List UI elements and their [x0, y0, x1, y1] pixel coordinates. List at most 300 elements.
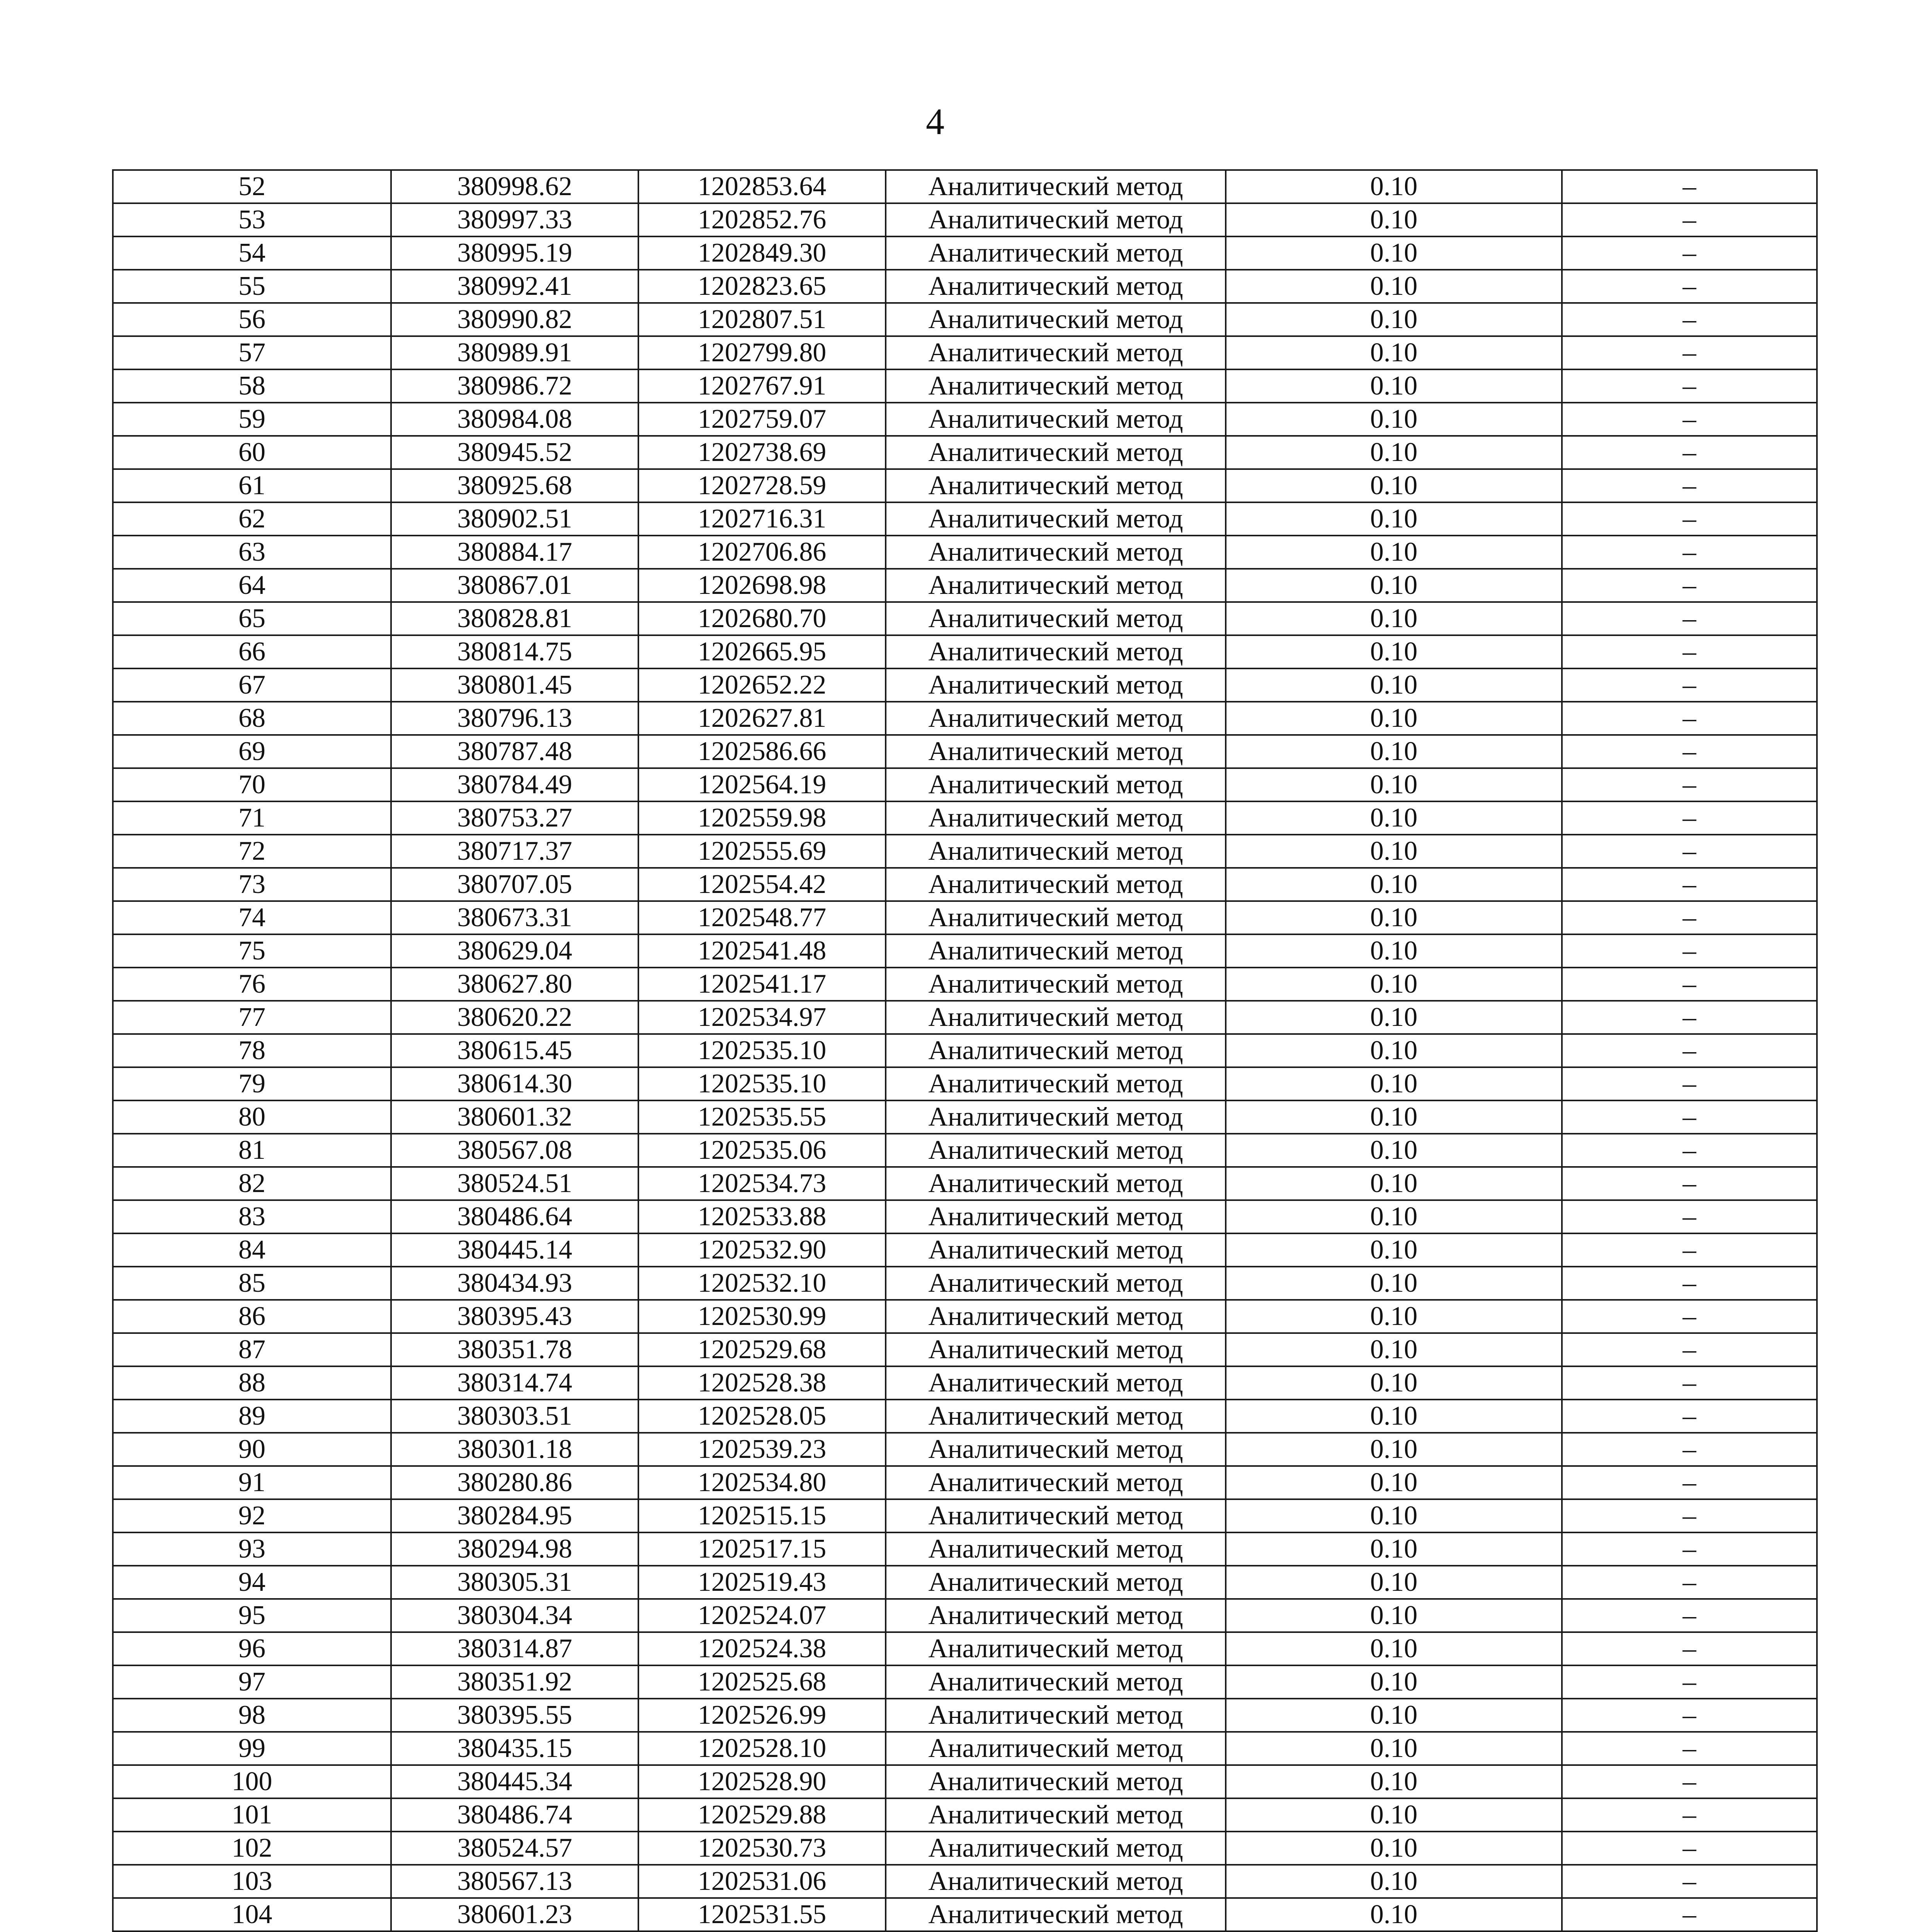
y-coordinate-cell: 1202627.81 — [638, 702, 886, 735]
point-number-cell: 68 — [113, 702, 391, 735]
note-cell: – — [1562, 1333, 1817, 1366]
note-cell: – — [1562, 1400, 1817, 1433]
precision-cell: 0.10 — [1226, 1566, 1562, 1599]
x-coordinate-cell: 380707.05 — [391, 868, 638, 901]
x-coordinate-cell: 380796.13 — [391, 702, 638, 735]
method-cell: Аналитический метод — [886, 1699, 1226, 1732]
y-coordinate-cell: 1202529.88 — [638, 1798, 886, 1832]
table-row — [113, 1898, 1817, 1931]
precision-cell: 0.10 — [1226, 702, 1562, 735]
method-cell: Аналитический метод — [886, 702, 1226, 735]
y-coordinate-cell: 1202529.68 — [638, 1333, 886, 1366]
table-row — [113, 270, 1817, 303]
y-coordinate-cell: 1202807.51 — [638, 303, 886, 336]
method-cell: Аналитический метод — [886, 1366, 1226, 1400]
point-number-cell: 63 — [113, 536, 391, 569]
y-coordinate-cell: 1202534.80 — [638, 1466, 886, 1499]
table-row — [113, 702, 1817, 735]
y-coordinate-cell: 1202528.05 — [638, 1400, 886, 1433]
method-cell: Аналитический метод — [886, 236, 1226, 270]
x-coordinate-cell: 380445.14 — [391, 1233, 638, 1267]
method-cell: Аналитический метод — [886, 569, 1226, 602]
table-row — [113, 934, 1817, 968]
table-row — [113, 1100, 1817, 1134]
precision-cell: 0.10 — [1226, 1134, 1562, 1167]
precision-cell: 0.10 — [1226, 270, 1562, 303]
note-cell: – — [1562, 1267, 1817, 1300]
table-row — [113, 801, 1817, 835]
method-cell: Аналитический метод — [886, 1200, 1226, 1233]
table-row — [113, 1167, 1817, 1200]
x-coordinate-cell: 380884.17 — [391, 536, 638, 569]
note-cell: – — [1562, 203, 1817, 236]
table-row — [113, 203, 1817, 236]
note-cell: – — [1562, 336, 1817, 369]
point-number-cell: 62 — [113, 502, 391, 536]
precision-cell: 0.10 — [1226, 1466, 1562, 1499]
y-coordinate-cell: 1202532.10 — [638, 1267, 886, 1300]
method-cell: Аналитический метод — [886, 735, 1226, 768]
note-cell: – — [1562, 602, 1817, 635]
x-coordinate-cell: 380801.45 — [391, 668, 638, 702]
y-coordinate-cell: 1202706.86 — [638, 536, 886, 569]
note-cell: – — [1562, 236, 1817, 270]
method-cell: Аналитический метод — [886, 835, 1226, 868]
method-cell: Аналитический метод — [886, 768, 1226, 801]
point-number-cell: 59 — [113, 403, 391, 436]
point-number-cell: 90 — [113, 1433, 391, 1466]
table-row — [113, 1632, 1817, 1665]
precision-cell: 0.10 — [1226, 835, 1562, 868]
note-cell: – — [1562, 170, 1817, 203]
point-number-cell: 99 — [113, 1732, 391, 1765]
x-coordinate-cell: 380524.51 — [391, 1167, 638, 1200]
y-coordinate-cell: 1202524.07 — [638, 1599, 886, 1632]
x-coordinate-cell: 380305.31 — [391, 1566, 638, 1599]
x-coordinate-cell: 380303.51 — [391, 1400, 638, 1433]
point-number-cell: 72 — [113, 835, 391, 868]
note-cell: – — [1562, 1832, 1817, 1865]
note-cell: – — [1562, 702, 1817, 735]
table-row — [113, 1699, 1817, 1732]
precision-cell: 0.10 — [1226, 1233, 1562, 1267]
method-cell: Аналитический метод — [886, 1599, 1226, 1632]
note-cell: – — [1562, 569, 1817, 602]
y-coordinate-cell: 1202665.95 — [638, 635, 886, 668]
point-number-cell: 66 — [113, 635, 391, 668]
point-number-cell: 89 — [113, 1400, 391, 1433]
y-coordinate-cell: 1202564.19 — [638, 768, 886, 801]
table-row — [113, 1067, 1817, 1100]
x-coordinate-cell: 380294.98 — [391, 1532, 638, 1566]
table-row — [113, 1034, 1817, 1067]
point-number-cell: 53 — [113, 203, 391, 236]
precision-cell: 0.10 — [1226, 1832, 1562, 1865]
table-row — [113, 369, 1817, 403]
precision-cell: 0.10 — [1226, 170, 1562, 203]
x-coordinate-cell: 380902.51 — [391, 502, 638, 536]
point-number-cell: 82 — [113, 1167, 391, 1200]
precision-cell: 0.10 — [1226, 1300, 1562, 1333]
x-coordinate-cell: 380925.68 — [391, 469, 638, 502]
precision-cell: 0.10 — [1226, 1865, 1562, 1898]
y-coordinate-cell: 1202531.06 — [638, 1865, 886, 1898]
table-row — [113, 735, 1817, 768]
table-row — [113, 502, 1817, 536]
table-row — [113, 436, 1817, 469]
method-cell: Аналитический метод — [886, 1134, 1226, 1167]
point-number-cell: 78 — [113, 1034, 391, 1067]
point-number-cell: 54 — [113, 236, 391, 270]
precision-cell: 0.10 — [1226, 1898, 1562, 1931]
table-row — [113, 1532, 1817, 1566]
method-cell: Аналитический метод — [886, 1532, 1226, 1566]
page-number: 4 — [926, 101, 944, 142]
note-cell: – — [1562, 502, 1817, 536]
method-cell: Аналитический метод — [886, 170, 1226, 203]
method-cell: Аналитический метод — [886, 1300, 1226, 1333]
x-coordinate-cell: 380280.86 — [391, 1466, 638, 1499]
note-cell: – — [1562, 1566, 1817, 1599]
note-cell: – — [1562, 1167, 1817, 1200]
point-number-cell: 58 — [113, 369, 391, 403]
method-cell: Аналитический метод — [886, 1798, 1226, 1832]
precision-cell: 0.10 — [1226, 369, 1562, 403]
y-coordinate-cell: 1202541.17 — [638, 968, 886, 1001]
x-coordinate-cell: 380435.15 — [391, 1732, 638, 1765]
y-coordinate-cell: 1202539.23 — [638, 1433, 886, 1466]
note-cell: – — [1562, 735, 1817, 768]
x-coordinate-cell: 380314.87 — [391, 1632, 638, 1665]
y-coordinate-cell: 1202535.06 — [638, 1134, 886, 1167]
table-row — [113, 303, 1817, 336]
precision-cell: 0.10 — [1226, 768, 1562, 801]
table-row — [113, 835, 1817, 868]
table-row — [113, 1665, 1817, 1699]
point-number-cell: 92 — [113, 1499, 391, 1532]
note-cell: – — [1562, 1865, 1817, 1898]
table-row — [113, 1433, 1817, 1466]
method-cell: Аналитический метод — [886, 369, 1226, 403]
point-number-cell: 95 — [113, 1599, 391, 1632]
method-cell: Аналитический метод — [886, 1433, 1226, 1466]
x-coordinate-cell: 380351.78 — [391, 1333, 638, 1366]
y-coordinate-cell: 1202759.07 — [638, 403, 886, 436]
table-row — [113, 1599, 1817, 1632]
y-coordinate-cell: 1202680.70 — [638, 602, 886, 635]
note-cell: – — [1562, 635, 1817, 668]
method-cell: Аналитический метод — [886, 901, 1226, 934]
note-cell: – — [1562, 1001, 1817, 1034]
method-cell: Аналитический метод — [886, 270, 1226, 303]
precision-cell: 0.10 — [1226, 602, 1562, 635]
precision-cell: 0.10 — [1226, 303, 1562, 336]
y-coordinate-cell: 1202555.69 — [638, 835, 886, 868]
table-row — [113, 868, 1817, 901]
table-row — [113, 1366, 1817, 1400]
note-cell: – — [1562, 1765, 1817, 1798]
note-cell: – — [1562, 901, 1817, 934]
x-coordinate-cell: 380989.91 — [391, 336, 638, 369]
point-number-cell: 93 — [113, 1532, 391, 1566]
precision-cell: 0.10 — [1226, 1366, 1562, 1400]
method-cell: Аналитический метод — [886, 1732, 1226, 1765]
y-coordinate-cell: 1202535.10 — [638, 1067, 886, 1100]
point-number-cell: 79 — [113, 1067, 391, 1100]
note-cell: – — [1562, 835, 1817, 868]
table-row — [113, 635, 1817, 668]
note-cell: – — [1562, 1100, 1817, 1134]
note-cell: – — [1562, 1466, 1817, 1499]
method-cell: Аналитический метод — [886, 1499, 1226, 1532]
x-coordinate-cell: 380301.18 — [391, 1433, 638, 1466]
x-coordinate-cell: 380614.30 — [391, 1067, 638, 1100]
method-cell: Аналитический метод — [886, 1865, 1226, 1898]
method-cell: Аналитический метод — [886, 668, 1226, 702]
point-number-cell: 104 — [113, 1898, 391, 1931]
method-cell: Аналитический метод — [886, 1233, 1226, 1267]
point-number-cell: 102 — [113, 1832, 391, 1865]
table-row — [113, 1732, 1817, 1765]
method-cell: Аналитический метод — [886, 436, 1226, 469]
y-coordinate-cell: 1202823.65 — [638, 270, 886, 303]
note-cell: – — [1562, 968, 1817, 1001]
precision-cell: 0.10 — [1226, 1333, 1562, 1366]
method-cell: Аналитический метод — [886, 1100, 1226, 1134]
point-number-cell: 85 — [113, 1267, 391, 1300]
table-row — [113, 1200, 1817, 1233]
x-coordinate-cell: 380567.08 — [391, 1134, 638, 1167]
y-coordinate-cell: 1202849.30 — [638, 236, 886, 270]
table-row — [113, 403, 1817, 436]
x-coordinate-cell: 380945.52 — [391, 436, 638, 469]
x-coordinate-cell: 380601.32 — [391, 1100, 638, 1134]
method-cell: Аналитический метод — [886, 801, 1226, 835]
x-coordinate-cell: 380486.74 — [391, 1798, 638, 1832]
x-coordinate-cell: 380784.49 — [391, 768, 638, 801]
table-row — [113, 1832, 1817, 1865]
method-cell: Аналитический метод — [886, 403, 1226, 436]
note-cell: – — [1562, 369, 1817, 403]
x-coordinate-cell: 380601.23 — [391, 1898, 638, 1931]
point-number-cell: 64 — [113, 569, 391, 602]
x-coordinate-cell: 380984.08 — [391, 403, 638, 436]
note-cell: – — [1562, 1632, 1817, 1665]
y-coordinate-cell: 1202799.80 — [638, 336, 886, 369]
method-cell: Аналитический метод — [886, 303, 1226, 336]
precision-cell: 0.10 — [1226, 801, 1562, 835]
note-cell: – — [1562, 1433, 1817, 1466]
y-coordinate-cell: 1202517.15 — [638, 1532, 886, 1566]
precision-cell: 0.10 — [1226, 1665, 1562, 1699]
method-cell: Аналитический метод — [886, 934, 1226, 968]
y-coordinate-cell: 1202535.55 — [638, 1100, 886, 1134]
point-number-cell: 73 — [113, 868, 391, 901]
x-coordinate-cell: 380284.95 — [391, 1499, 638, 1532]
precision-cell: 0.10 — [1226, 901, 1562, 934]
point-number-cell: 98 — [113, 1699, 391, 1732]
note-cell: – — [1562, 1732, 1817, 1765]
point-number-cell: 74 — [113, 901, 391, 934]
method-cell: Аналитический метод — [886, 536, 1226, 569]
point-number-cell: 61 — [113, 469, 391, 502]
method-cell: Аналитический метод — [886, 1765, 1226, 1798]
y-coordinate-cell: 1202852.76 — [638, 203, 886, 236]
note-cell: – — [1562, 1200, 1817, 1233]
note-cell: – — [1562, 1034, 1817, 1067]
point-number-cell: 86 — [113, 1300, 391, 1333]
x-coordinate-cell: 380998.62 — [391, 170, 638, 203]
point-number-cell: 103 — [113, 1865, 391, 1898]
note-cell: – — [1562, 1798, 1817, 1832]
note-cell: – — [1562, 303, 1817, 336]
coordinates-table-body — [113, 170, 1817, 1932]
precision-cell: 0.10 — [1226, 1798, 1562, 1832]
point-number-cell: 56 — [113, 303, 391, 336]
precision-cell: 0.10 — [1226, 569, 1562, 602]
point-number-cell: 55 — [113, 270, 391, 303]
point-number-cell: 52 — [113, 170, 391, 203]
point-number-cell: 87 — [113, 1333, 391, 1366]
point-number-cell: 76 — [113, 968, 391, 1001]
precision-cell: 0.10 — [1226, 1599, 1562, 1632]
table-row — [113, 1134, 1817, 1167]
precision-cell: 0.10 — [1226, 1267, 1562, 1300]
coordinates-table — [112, 169, 1818, 1932]
method-cell: Аналитический метод — [886, 1665, 1226, 1699]
y-coordinate-cell: 1202526.99 — [638, 1699, 886, 1732]
y-coordinate-cell: 1202515.15 — [638, 1499, 886, 1532]
table-row — [113, 1267, 1817, 1300]
method-cell: Аналитический метод — [886, 1034, 1226, 1067]
note-cell: – — [1562, 436, 1817, 469]
y-coordinate-cell: 1202532.90 — [638, 1233, 886, 1267]
precision-cell: 0.10 — [1226, 1532, 1562, 1566]
precision-cell: 0.10 — [1226, 1632, 1562, 1665]
table-row — [113, 1865, 1817, 1898]
y-coordinate-cell: 1202534.73 — [638, 1167, 886, 1200]
note-cell: – — [1562, 1599, 1817, 1632]
precision-cell: 0.10 — [1226, 1067, 1562, 1100]
method-cell: Аналитический метод — [886, 1267, 1226, 1300]
precision-cell: 0.10 — [1226, 403, 1562, 436]
x-coordinate-cell: 380753.27 — [391, 801, 638, 835]
y-coordinate-cell: 1202534.97 — [638, 1001, 886, 1034]
x-coordinate-cell: 380992.41 — [391, 270, 638, 303]
method-cell: Аналитический метод — [886, 336, 1226, 369]
point-number-cell: 83 — [113, 1200, 391, 1233]
precision-cell: 0.10 — [1226, 1699, 1562, 1732]
x-coordinate-cell: 380627.80 — [391, 968, 638, 1001]
point-number-cell: 65 — [113, 602, 391, 635]
y-coordinate-cell: 1202767.91 — [638, 369, 886, 403]
table-row — [113, 469, 1817, 502]
y-coordinate-cell: 1202535.10 — [638, 1034, 886, 1067]
table-row — [113, 968, 1817, 1001]
point-number-cell: 60 — [113, 436, 391, 469]
table-row — [113, 1400, 1817, 1433]
method-cell: Аналитический метод — [886, 868, 1226, 901]
x-coordinate-cell: 380997.33 — [391, 203, 638, 236]
note-cell: – — [1562, 1699, 1817, 1732]
precision-cell: 0.10 — [1226, 502, 1562, 536]
y-coordinate-cell: 1202698.98 — [638, 569, 886, 602]
precision-cell: 0.10 — [1226, 1400, 1562, 1433]
precision-cell: 0.10 — [1226, 1100, 1562, 1134]
method-cell: Аналитический метод — [886, 1898, 1226, 1931]
y-coordinate-cell: 1202525.68 — [638, 1665, 886, 1699]
precision-cell: 0.10 — [1226, 934, 1562, 968]
x-coordinate-cell: 380990.82 — [391, 303, 638, 336]
point-number-cell: 91 — [113, 1466, 391, 1499]
method-cell: Аналитический метод — [886, 1400, 1226, 1433]
x-coordinate-cell: 380673.31 — [391, 901, 638, 934]
y-coordinate-cell: 1202530.99 — [638, 1300, 886, 1333]
y-coordinate-cell: 1202519.43 — [638, 1566, 886, 1599]
x-coordinate-cell: 380395.55 — [391, 1699, 638, 1732]
y-coordinate-cell: 1202853.64 — [638, 170, 886, 203]
note-cell: – — [1562, 403, 1817, 436]
y-coordinate-cell: 1202728.59 — [638, 469, 886, 502]
method-cell: Аналитический метод — [886, 203, 1226, 236]
x-coordinate-cell: 380434.93 — [391, 1267, 638, 1300]
note-cell: – — [1562, 1300, 1817, 1333]
x-coordinate-cell: 380620.22 — [391, 1001, 638, 1034]
precision-cell: 0.10 — [1226, 668, 1562, 702]
precision-cell: 0.10 — [1226, 336, 1562, 369]
x-coordinate-cell: 380615.45 — [391, 1034, 638, 1067]
note-cell: – — [1562, 934, 1817, 968]
note-cell: – — [1562, 536, 1817, 569]
y-coordinate-cell: 1202528.10 — [638, 1732, 886, 1765]
x-coordinate-cell: 380995.19 — [391, 236, 638, 270]
precision-cell: 0.10 — [1226, 635, 1562, 668]
point-number-cell: 57 — [113, 336, 391, 369]
note-cell: – — [1562, 668, 1817, 702]
point-number-cell: 75 — [113, 934, 391, 968]
point-number-cell: 70 — [113, 768, 391, 801]
y-coordinate-cell: 1202559.98 — [638, 801, 886, 835]
note-cell: – — [1562, 1366, 1817, 1400]
point-number-cell: 97 — [113, 1665, 391, 1699]
point-number-cell: 80 — [113, 1100, 391, 1134]
note-cell: – — [1562, 1233, 1817, 1267]
y-coordinate-cell: 1202716.31 — [638, 502, 886, 536]
x-coordinate-cell: 380395.43 — [391, 1300, 638, 1333]
note-cell: – — [1562, 1067, 1817, 1100]
table-row — [113, 1499, 1817, 1532]
point-number-cell: 101 — [113, 1798, 391, 1832]
y-coordinate-cell: 1202528.38 — [638, 1366, 886, 1400]
point-number-cell: 67 — [113, 668, 391, 702]
precision-cell: 0.10 — [1226, 1732, 1562, 1765]
point-number-cell: 81 — [113, 1134, 391, 1167]
point-number-cell: 77 — [113, 1001, 391, 1034]
x-coordinate-cell: 380304.34 — [391, 1599, 638, 1632]
precision-cell: 0.10 — [1226, 203, 1562, 236]
note-cell: – — [1562, 801, 1817, 835]
precision-cell: 0.10 — [1226, 968, 1562, 1001]
method-cell: Аналитический метод — [886, 635, 1226, 668]
table-row — [113, 668, 1817, 702]
y-coordinate-cell: 1202524.38 — [638, 1632, 886, 1665]
point-number-cell: 88 — [113, 1366, 391, 1400]
precision-cell: 0.10 — [1226, 1167, 1562, 1200]
note-cell: – — [1562, 1532, 1817, 1566]
table-row — [113, 901, 1817, 934]
x-coordinate-cell: 380445.34 — [391, 1765, 638, 1798]
note-cell: – — [1562, 1499, 1817, 1532]
